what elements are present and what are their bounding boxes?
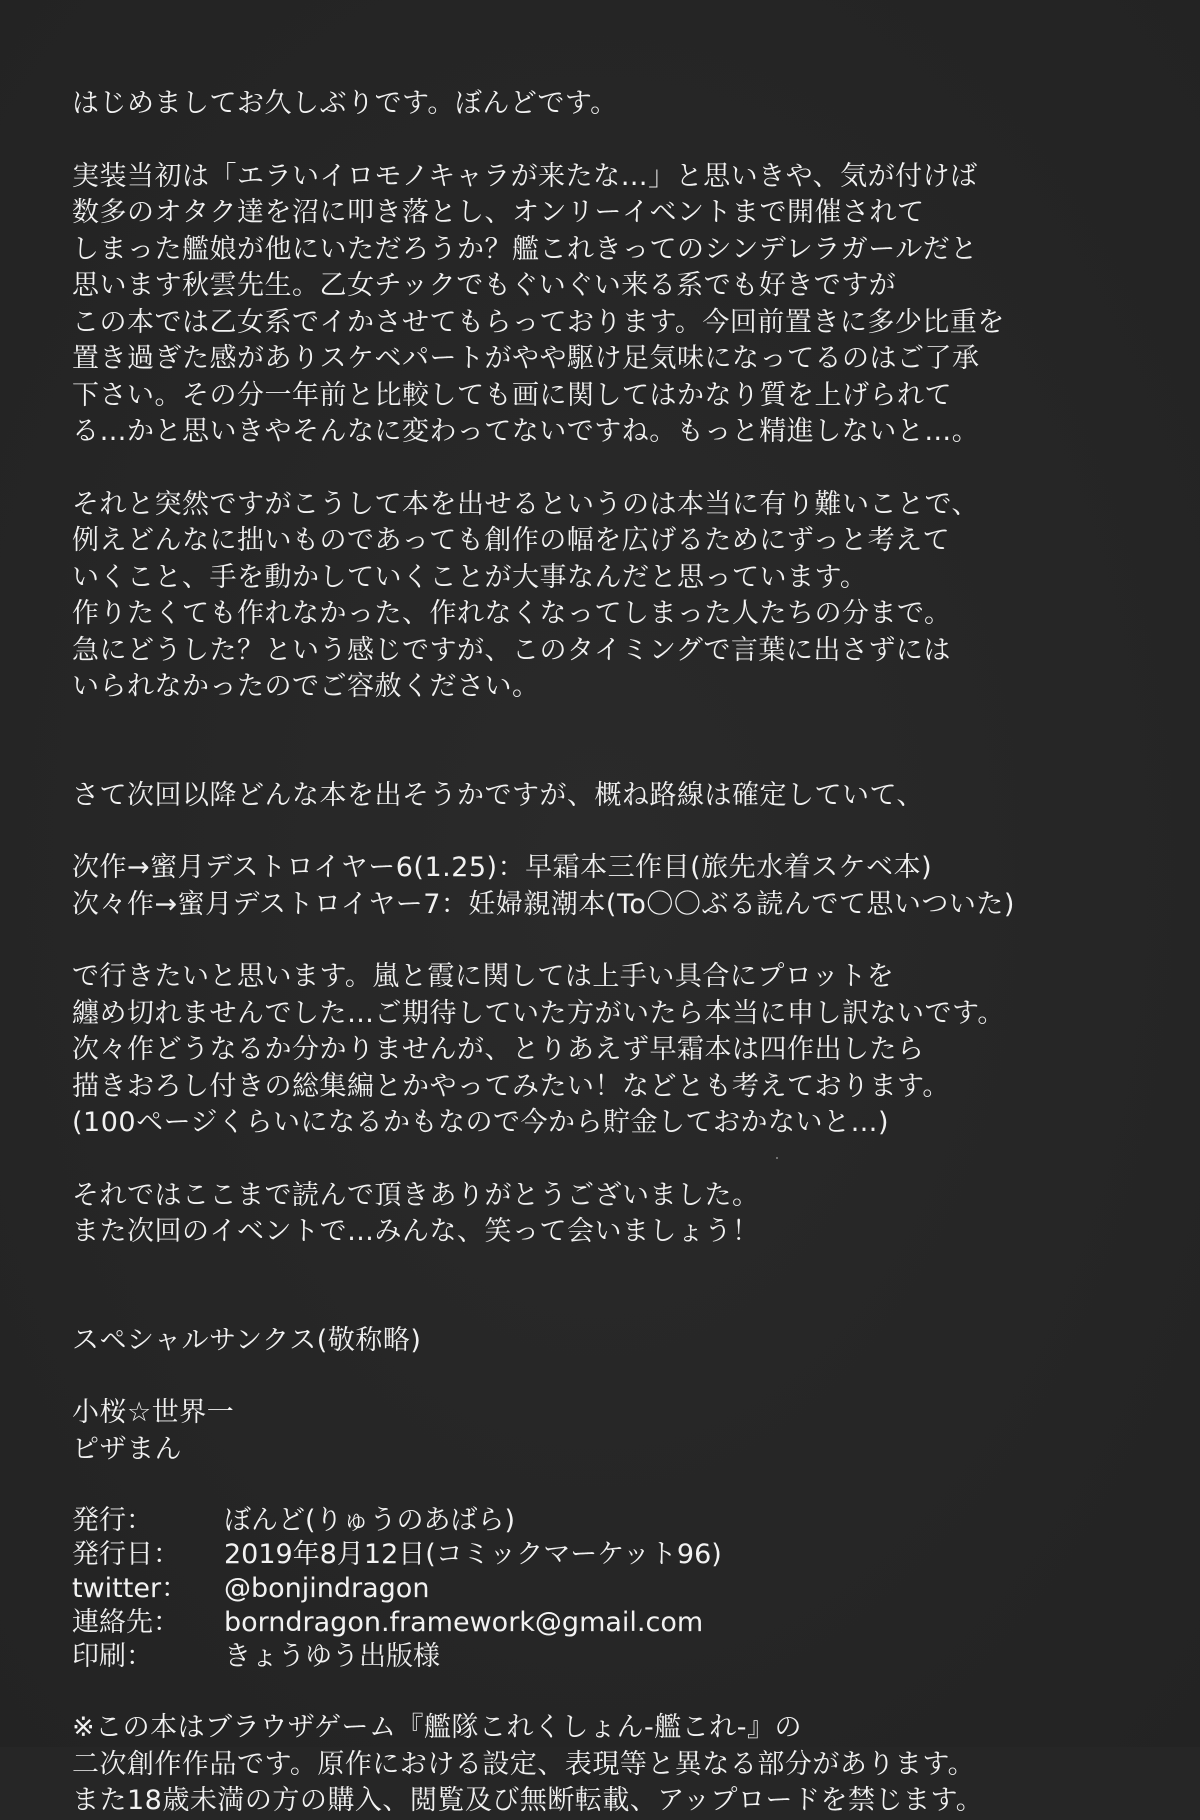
paragraph-2-line: いられなかったのでご容赦ください。 [72, 671, 540, 702]
colophon-value: borndragon.framework@gmail.com [224, 1607, 704, 1638]
notice-line: ※この本はブラウザゲーム『艦隊これくしょん-艦これ-』の [72, 1712, 803, 1743]
notice-line: また18歳未満の方の購入、閲覧及び無断転載、アップロードを禁じます。 [72, 1785, 984, 1816]
colophon-row-twitter [72, 1572, 1152, 1606]
next-work-item: 次々作→蜜月デストロイヤー7：妊婦親潮本(To〇〇ぶる読んでて思いついた) [72, 888, 1015, 920]
colophon-value: ぼんど(りゅうのあばら) [224, 1505, 516, 1536]
paragraph-4-line: (100ページくらいになるかもなので今から貯金しておかないと…) [72, 1107, 890, 1138]
special-thanks-list [72, 1395, 1152, 1468]
paragraph-1-line: 実装当初は「エラいイロモノキャラが来たな…」と思いきや、気が付けば [72, 160, 978, 192]
paragraph-1-line: る…かと思いきやそんなに変わってないですね。もっと精進しないと…。 [72, 416, 980, 447]
notice [72, 1710, 1152, 1820]
next-works [72, 850, 1152, 923]
colophon-label: 印刷： [72, 1641, 153, 1672]
paragraph-1-line: この本では乙女系でイかさせてもらっております。今回前置きに多少比重を [72, 306, 1005, 338]
paragraph-1-line: 下さい。その分一年前と比較しても画に関してはかなり質を上げられて [72, 379, 952, 411]
greeting-line: はじめましてお久しぶりです。ぼんどです。 [72, 88, 618, 119]
colophon-value: @bonjindragon [224, 1573, 430, 1604]
paragraph-1-line: しまった艦娘が他にいただろうか？艦これきってのシンデレラガールだと [72, 233, 978, 265]
next-work-item: 次作→蜜月デストロイヤー6(1.25)：早霜本三作目(旅先水着スケベ本) [72, 852, 933, 883]
paragraph-4 [72, 959, 1152, 1142]
paragraph-2-line: 急にどうした？という感じですが、このタイミングで言葉に出さずには [72, 634, 951, 666]
paragraph-1 [72, 159, 1152, 451]
colophon-value: 2019年8月12日(コミックマーケット96) [224, 1539, 722, 1570]
paragraph-2-line: 例えどんなに拙いものであっても創作の幅を広げるためにずっと考えて [72, 525, 951, 556]
paragraph-4-line: 描きおろし付きの総集編とかやってみたい！などとも考えております。 [72, 1070, 950, 1102]
thanks-name: 小桜☆世界一 [72, 1397, 235, 1428]
special-thanks-heading: スペシャルサンクス(敬称略) [72, 1324, 422, 1356]
paragraph-4-line: 纏め切れませんでした…ご期待していた方がいたら本当に申し訳ないです。 [72, 997, 1005, 1029]
notice-line: 二次創作作品です。原作における設定、表現等と異なる部分があります。 [72, 1748, 976, 1780]
colophon-row-printer [72, 1640, 1152, 1674]
colophon-row-contact [72, 1606, 1152, 1640]
closing [72, 1178, 1152, 1251]
paragraph-2-line: いくこと、手を動かしていくことが大事なんだと思っています。 [72, 561, 868, 593]
closing-line: それではここまで読んで頂きありがとうございました。 [72, 1179, 760, 1211]
paragraph-2 [72, 487, 1152, 706]
paragraph-1-line: 思います秋雲先生。乙女チックでもぐいぐい来る系でも好きですが [72, 270, 897, 301]
closing-line: また次回のイベントで…みんな、笑って会いましょう！ [72, 1216, 760, 1247]
colophon-row-date [72, 1538, 1152, 1572]
paragraph-1-line: 数多のオタク達を沼に叩き落とし、オンリーイベントまで開催されて [72, 197, 925, 228]
scan-speck [776, 1157, 778, 1159]
paragraph-3-line: さて次回以降どんな本を出そうかですが、概ね路線は確定していて、 [72, 779, 924, 811]
colophon-label: 発行日： [72, 1539, 180, 1570]
colophon-label: twitter： [72, 1573, 189, 1604]
colophon [72, 1504, 1152, 1674]
paragraph-1-line: 置き過ぎた感がありスケベパートがやや駆け足気味になってるのはご了承 [72, 343, 980, 374]
colophon-value: きょうゆう出版様 [224, 1641, 440, 1672]
paragraph-2-line: 作りたくても作れなかった、作れなくなってしまった人たちの分まで。 [72, 598, 952, 629]
paragraph-2-line: それと突然ですがこうして本を出せるというのは本当に有り難いことで、 [72, 488, 979, 520]
afterword-text [72, 86, 1152, 1820]
colophon-row-publisher [72, 1504, 1152, 1538]
colophon-label: 連絡先： [72, 1607, 180, 1638]
paragraph-4-line: 次々作どうなるか分かりませんが、とりあえず早霜本は四作出したら [72, 1034, 925, 1065]
thanks-name: ピザまん [72, 1433, 182, 1465]
paragraph-4-line: で行きたいと思います。嵐と霞に関しては上手い具合にプロットを [72, 961, 895, 992]
colophon-label: 発行： [72, 1505, 153, 1536]
